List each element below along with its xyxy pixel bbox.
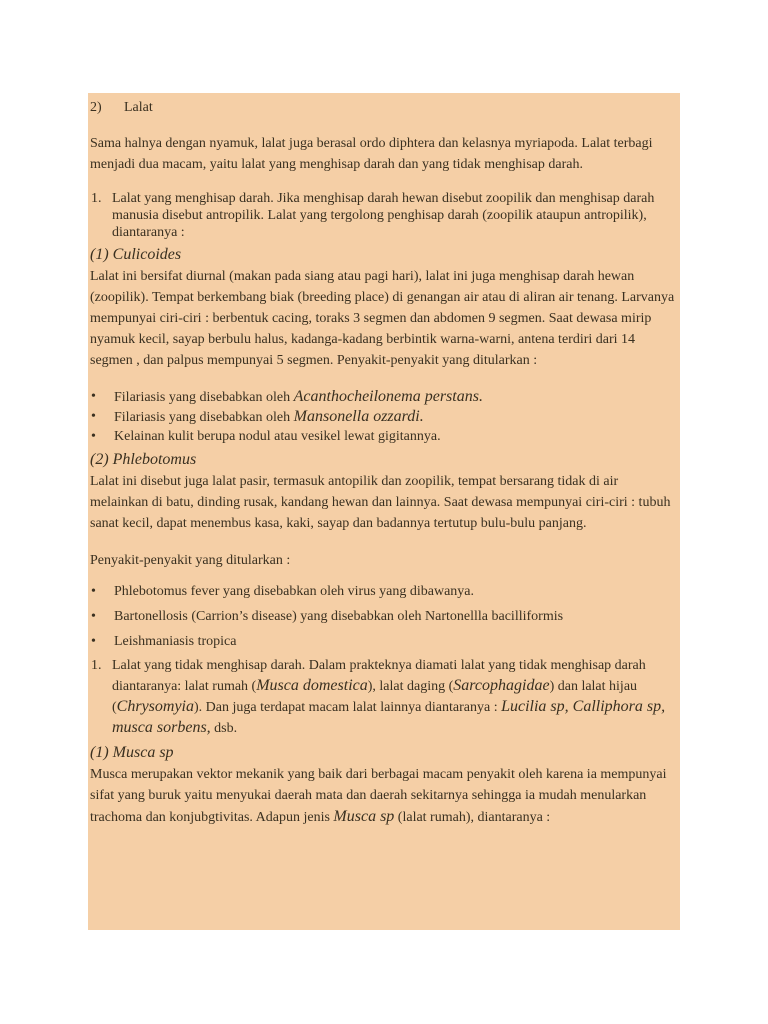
intro-paragraph: Sama halnya dengan nyamuk, lalat juga berasal ordo diphtera dan kelasnya myriapoda. Lalat terbagi menjadi dua macam, yaitu lalat yang menghisap darah dan yang tidak menghisap darah. — [90, 136, 653, 172]
list-item: • Bartonellosis (Carrion’s disease) yang disebabkan oleh Nartonellla bacilliformis — [90, 604, 678, 629]
bullet-icon: • — [91, 409, 96, 424]
list-item: • Filariasis yang disebabkan oleh Mansonella ozzardi. — [91, 408, 424, 425]
list-item-blood-sucking — [90, 190, 678, 241]
section-number: 2) — [90, 100, 102, 115]
musca-paragraph: Musca merupakan vektor mekanik yang baik dari berbagai macam penyakit oleh karena ia mempunyai sifat yang buruk yaitu menyukai daerah mata dan daerah sekitarnya sehingga ia mudah menularkan trachoma dan konjubgtivitas. Adapun jenis Musca sp (lalat rumah), diantaranya : — [90, 767, 667, 825]
numbered-list-1 — [90, 190, 678, 241]
section-heading — [90, 97, 678, 118]
list-marker: 1. — [91, 191, 102, 206]
bullet-icon: • — [91, 429, 96, 444]
culicoides-disease-list — [90, 387, 678, 446]
list-item: • Filariasis yang disebabkan oleh Acanthocheilonema perstans. — [91, 388, 483, 405]
bullet-icon: • — [91, 584, 96, 599]
phlebotomus-disease-list — [90, 579, 678, 654]
phlebotomus-title: (2) Phlebotomus — [90, 451, 197, 468]
culicoides-paragraph: Lalat ini bersifat diurnal (makan pada siang atau pagi hari), lalat ini juga menghisap darah hewan (zoopilik). Tempat berkembang biak (breeding place) di genangan air atau di aliran air tenang. Larvanya mempunyai ciri-ciri : berbentuk cacing, toraks 3 segmen dan abdomen 9 segmen. Saat dewasa mirip nyamuk kecil, sayap berbulu halus, kadanga-kadang berbintik warna-warni, antena terdiri dari 14 segmen , dan palpus mempunyai 5 segmen. Penyakit-penyakit yang ditularkan : — [90, 269, 675, 368]
bullet-icon: • — [91, 634, 96, 649]
bullet-icon: • — [91, 609, 96, 624]
diseases-intro: Penyakit-penyakit yang ditularkan : — [90, 553, 291, 568]
list-item-text: Lalat yang menghisap darah. Jika menghisap darah hewan disebut zoopilik dan menghisap darah manusia disebut antropilik. Lalat yang tergolong penghisap darah (zoopilik ataupun antropilik), diantaranya : — [112, 191, 655, 240]
phlebotomus-paragraph: Lalat ini disebut juga lalat pasir, termasuk antopilik dan zoopilik, tempat bersarang tidak di air melainkan di batu, dinding rusak, kandang hewan dan lainnya. Saat dewasa mempunyai ciri-ciri : tubuh sanat kecil, dapat menembus kasa, kaki, sayap dan badannya tertutup bulu-bulu panjang. — [90, 474, 671, 531]
section-title: Lalat — [124, 100, 153, 115]
list-marker: 1. — [91, 658, 102, 673]
bullet-icon: • — [91, 389, 96, 404]
numbered-list-2 — [90, 656, 678, 739]
list-item: • Phlebotomus fever yang disebabkan oleh virus yang dibawanya. — [90, 579, 678, 604]
list-item: • Kelainan kulit berupa nodul atau vesikel lewat gigitannya. — [91, 429, 441, 444]
list-item-non-blood-sucking: 1. Lalat yang tidak menghisap darah. Dalam prakteknya diamati lalat yang tidak menghisap darah diantaranya: lalat rumah (Musca domestica), lalat daging (Sarcophagidae) dan lalat hijau (Chrysomyia). Dan juga terdapat macam lalat lainnya diantaranya : Lucilia sp, Calliphora sp, musca sorbens, dsb. — [91, 658, 666, 736]
list-item: • Leishmaniasis tropica — [90, 629, 678, 654]
document-page — [88, 93, 680, 930]
musca-title: (1) Musca sp — [90, 744, 174, 761]
culicoides-title: (1) Culicoides — [90, 246, 182, 263]
